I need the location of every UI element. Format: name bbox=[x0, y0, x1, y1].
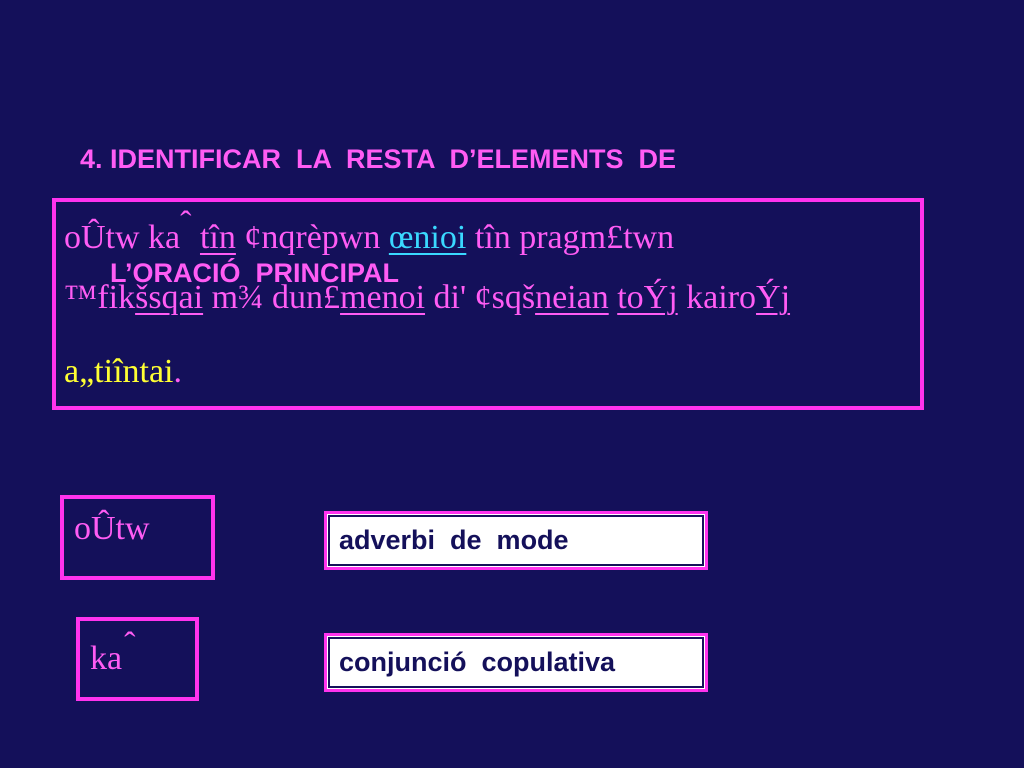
sentence-word: ˆ bbox=[180, 205, 192, 242]
sentence-word: Ýj bbox=[756, 279, 791, 316]
sentence-word: neian bbox=[535, 279, 609, 316]
sentence-word bbox=[191, 219, 200, 256]
sentence-word: kairo bbox=[677, 279, 757, 316]
word-box-kai bbox=[76, 617, 199, 701]
greek-sentence-box bbox=[52, 198, 924, 410]
sentence-word: menoi bbox=[340, 279, 426, 316]
sentence-word: ™fik bbox=[64, 279, 136, 316]
sentence-line-2 bbox=[64, 278, 790, 318]
sentence-word: a„tiîntai bbox=[64, 353, 174, 390]
sentence-word: m¾ dun£ bbox=[203, 279, 341, 316]
sentence-word: . bbox=[173, 353, 183, 390]
heading-line-2: L’ORACIÓ PRINCIPAL bbox=[80, 258, 400, 288]
sentence-word: toÝj bbox=[617, 279, 678, 316]
word-kai bbox=[90, 626, 136, 679]
sentence-word: ¢nqrèpwn bbox=[235, 219, 389, 256]
sentence-line-1 bbox=[64, 205, 675, 258]
sentence-word: di' ¢sqš bbox=[425, 279, 536, 316]
sentence-word: œnioi bbox=[388, 219, 467, 256]
sentence-word: tîn pragm£twn bbox=[466, 219, 675, 256]
heading-line-1: 4. IDENTIFICAR LA RESTA D’ELEMENTS DE bbox=[80, 144, 677, 174]
answer-box-adverbi: adverbi de mode bbox=[324, 511, 708, 570]
answer-box-conjuncio: conjunció copulativa bbox=[324, 633, 708, 692]
sentence-line-3 bbox=[64, 352, 182, 392]
sentence-word: šsqai bbox=[135, 279, 204, 316]
word-kai-accent: ˆ bbox=[124, 626, 136, 663]
sentence-word: oÛtw ka bbox=[64, 219, 181, 256]
word-kai-text: ka bbox=[90, 640, 123, 677]
sentence-word bbox=[609, 279, 618, 316]
word-outw: oÛtw bbox=[74, 510, 150, 547]
word-box-outw bbox=[60, 495, 215, 580]
sentence-word: tîn bbox=[199, 219, 236, 256]
